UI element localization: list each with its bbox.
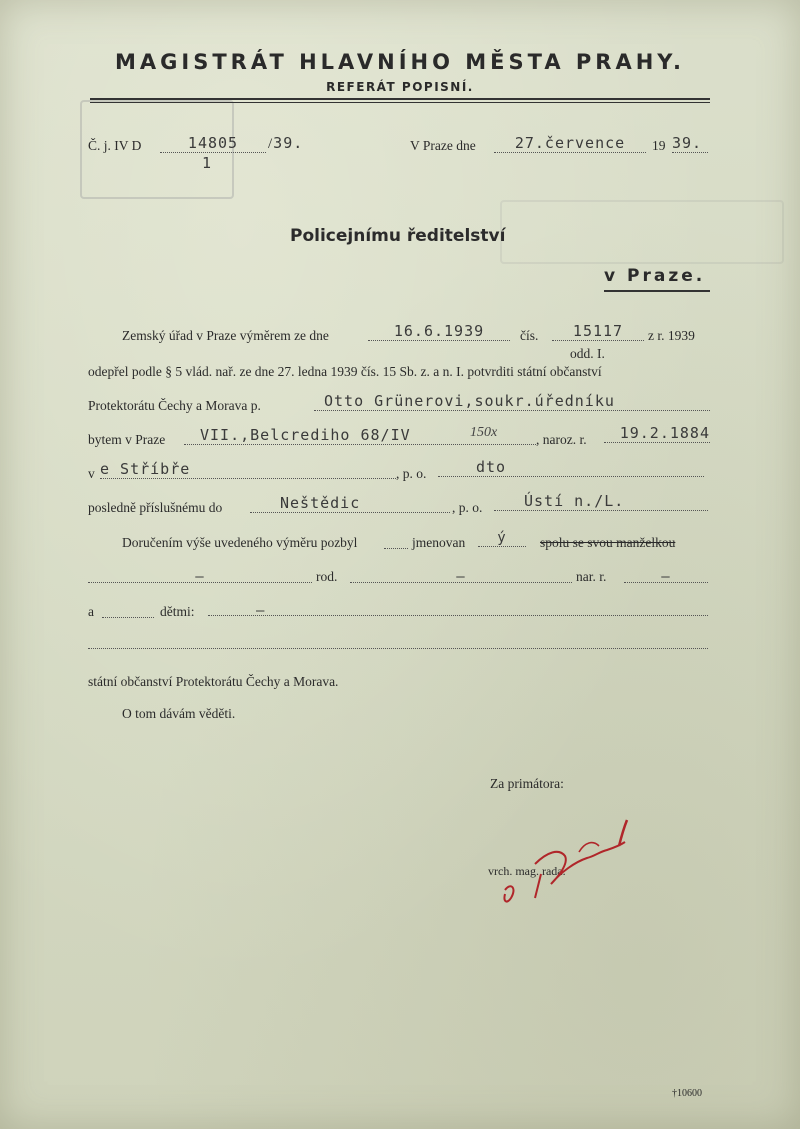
signature-za: Za primátora: (490, 776, 564, 791)
l8-field-2 (350, 568, 572, 583)
reference-year-value: 39. (273, 134, 304, 152)
l8-rod: rod. (316, 569, 338, 584)
l6-text-b: , p. o. (452, 500, 483, 515)
l7-text-a: Doručením výše uvedeného výměru pozbyl (122, 535, 358, 550)
handwritten-signature (495, 812, 645, 912)
l8-dash-3: – (661, 569, 671, 585)
person-name: Otto Grünerovi,soukr.úředníku (314, 392, 710, 411)
l9-dash: – (256, 603, 266, 619)
reference-year: /39. (268, 134, 304, 152)
l5-text-b: , p. o. (396, 466, 427, 481)
l7-dots (384, 548, 408, 549)
l1-text-b: čís. (520, 328, 539, 343)
reference-sub: 1 (202, 154, 213, 172)
handwritten-note: 150x (470, 425, 498, 440)
l1-text-a: Zemský úřad v Praze výměrem ze dne (122, 328, 329, 343)
l9-text-b: dětmi: (160, 604, 195, 619)
birth-year: 19.2.1884 (604, 424, 710, 443)
signature-title: vrch. mag. rada. (488, 864, 566, 878)
l11-text: státní občanství Protektorátu Čechy a Morava. (88, 674, 339, 689)
recipient-underline (604, 290, 710, 292)
l7-text-b: jmenovan (412, 535, 466, 550)
l8-field-3 (624, 568, 708, 583)
reference-label: Č. j. IV D (88, 138, 142, 153)
residence-address: VII.,Belcrediho 68/IV (184, 426, 536, 445)
l3-text-a: Protektorátu Čechy a Morava p. (88, 398, 261, 413)
recipient-line1: Policejnímu ředitelství (290, 226, 506, 246)
l4-text-a: bytem v Praze (88, 432, 166, 447)
birth-place: e Stříbře (100, 460, 396, 479)
l7-struck-text: spolu se svou manželkou (540, 535, 676, 550)
date-value: 27.července (494, 134, 646, 153)
header-rule-top (90, 98, 710, 100)
header-rule-bottom (90, 102, 710, 103)
faded-stamp-right (500, 200, 784, 264)
reference-number: 14805 (160, 134, 266, 153)
l8-dash-1: – (195, 569, 205, 585)
domicile-post-office: Ústí n./L. (494, 492, 708, 511)
l5-text-a: v (88, 466, 95, 481)
l9-field (208, 602, 708, 619)
decision-date: 16.6.1939 (368, 322, 510, 341)
page-subtitle: REFERÁT POPISNÍ. (326, 80, 474, 94)
date-year-prefix: 19 (652, 138, 666, 153)
date-prefix: V Praze dne (410, 138, 476, 153)
l1-text-d: odd. I. (570, 346, 605, 361)
l8-nar: nar. r. (576, 569, 607, 584)
l6-text-a: posledně příslušnému do (88, 500, 223, 515)
domicile-place: Neštědic (250, 494, 450, 513)
l1-text-c: z r. 1939 (648, 328, 695, 343)
recipient-line2: v Praze. (604, 266, 706, 286)
l7-suffix: ý (478, 530, 526, 547)
l8-field-1 (88, 568, 312, 583)
date-year: 39. (672, 134, 708, 153)
l12-text: O tom dávám věděti. (122, 706, 236, 721)
l10-dotted-line (88, 648, 708, 649)
l9-text-a: a (88, 604, 94, 619)
footer-code: †10600 (672, 1088, 702, 1099)
birth-post-office: dto (438, 458, 704, 477)
page-title: MAGISTRÁT HLAVNÍHO MĚSTA PRAHY. (115, 50, 685, 74)
decision-number: 15117 (552, 322, 644, 341)
l9-dots-a (102, 617, 154, 618)
l2-text: odepřel podle § 5 vlád. nař. ze dne 27. ledna 1939 čís. 15 Sb. z. a n. I. potvrditi státní občanství (88, 364, 602, 379)
l4-text-b: , naroz. r. (536, 432, 587, 447)
l8-dash-2: – (456, 569, 466, 585)
